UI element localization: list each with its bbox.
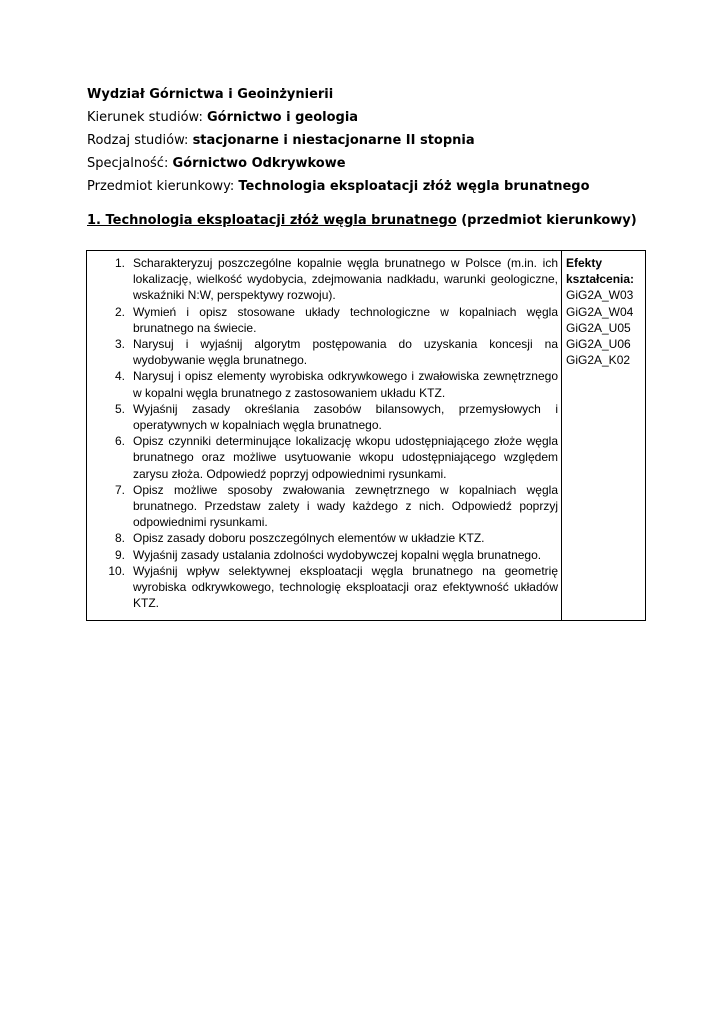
section-title: 1. Technologia eksploatacji złóż węgla brunatnego [87,213,457,228]
learning-effects-cell [562,251,646,621]
question-text: Opisz czynniki determinujące lokalizację wkopu udostępniającego złoże węgla brunatnego oraz możliwe usytuowanie wkopu udostępniającego względem zarysu złoża. Odpowiedź poprzyj odpowiednimi rysunkami. [133,434,558,481]
question-text: Wyjaśnij wpływ selektywnej eksploatacji węgla brunatnego na geometrię wyrobiska odkrywkowego, technologię eksploatacji oraz efektywność układów KTZ. [133,563,558,611]
question-text: Narysuj i opisz elementy wyrobiska odkrywkowego i zwałowiska zewnętrznego w kopalni węgla brunatnego z zastosowaniem układu KTZ. [133,369,558,400]
field-of-study-label: Kierunek studiów: [87,110,207,125]
section-heading [87,212,637,230]
learning-effect-code: GiG2A_U06 [566,337,631,352]
question-number: 5. [114,401,125,416]
question-number: 10. [108,563,125,578]
question-text: Scharakteryzuj poszczególne kopalnie węgla brunatnego w Polsce (m.in. ich lokalizację, wielkość wydobycia, zdejmowania nadkładu, warunki geologiczne, wskaźniki N:W, perspektywy rozwoju). [133,256,558,303]
question-number: 8. [114,531,125,546]
question-number: 7. [114,482,125,497]
field-of-study-line [87,106,687,129]
learning-effects-heading-line-2: kształcenia: [566,272,635,287]
question-text: Wyjaśnij zasady ustalania zdolności wydobywczej kopalni węgla brunatnego. [133,547,542,562]
subject-line [87,175,687,198]
question-item [91,547,558,563]
question-item [91,482,558,531]
document-header [87,83,687,198]
learning-effects-heading [566,255,642,287]
question-number: 9. [114,547,125,562]
question-item [91,368,558,400]
faculty-line [87,83,687,106]
study-type-value: stacjonarne i niestacjonarne II stopnia [192,133,475,148]
question-item [91,255,558,304]
question-text: Wymień i opisz stosowane układy technologiczne w kopalniach węgla brunatnego na świecie. [133,304,558,335]
question-item [91,336,558,368]
question-number: 2. [114,304,125,319]
section-suffix: (przedmiot kierunkowy) [456,213,637,228]
learning-effect-code: GiG2A_W03 [566,288,634,303]
subject-label: Przedmiot kierunkowy: [87,179,239,194]
questions-table [86,250,646,621]
question-number: 6. [114,434,125,449]
question-item [91,433,558,482]
questions-table-row [87,251,646,621]
question-item [91,563,558,612]
study-type-label: Rodzaj studiów: [87,133,193,148]
faculty-name: Wydział Górnictwa i Geoinżynierii [87,87,334,102]
learning-effect-code: GiG2A_K02 [566,353,631,368]
learning-effect-code: GiG2A_W04 [566,304,634,319]
questions-cell [87,251,562,621]
subject-value: Technologia eksploatacji złóż węgla brunatnego [238,179,590,194]
question-item [91,530,558,546]
question-text: Opisz zasady doboru poszczególnych elementów w układzie KTZ. [133,531,485,546]
question-number: 3. [114,337,125,352]
specialization-value: Górnictwo Odkrywkowe [172,156,346,171]
question-text: Wyjaśnij zasady określania zasobów bilansowych, przemysłowych i operatywnych w kopalniach węgla brunatnego. [133,401,558,433]
learning-effects-list [566,287,642,368]
question-number: 1. [114,256,125,270]
question-text: Opisz możliwe sposoby zwałowania zewnętrznego w kopalniach węgla brunatnego. Przedstaw zalety i wady każdego z nich. Odpowiedź poprzyj odpowiednimi rysunkami. [133,482,558,530]
question-number: 4. [114,369,125,384]
questions-list [91,255,558,611]
question-item [91,304,558,336]
question-item [91,401,558,433]
field-of-study-value: Górnictwo i geologia [206,110,359,125]
study-type-line [87,129,687,152]
learning-effects-heading-line-1: Efekty [566,256,603,270]
learning-effect-code: GiG2A_U05 [566,320,631,335]
specialization-label: Specjalność: [87,156,173,171]
specialization-line [87,152,687,175]
question-text: Narysuj i wyjaśnij algorytm postępowania do uzyskania koncesji na wydobywanie węgla brunatnego. [133,337,558,368]
